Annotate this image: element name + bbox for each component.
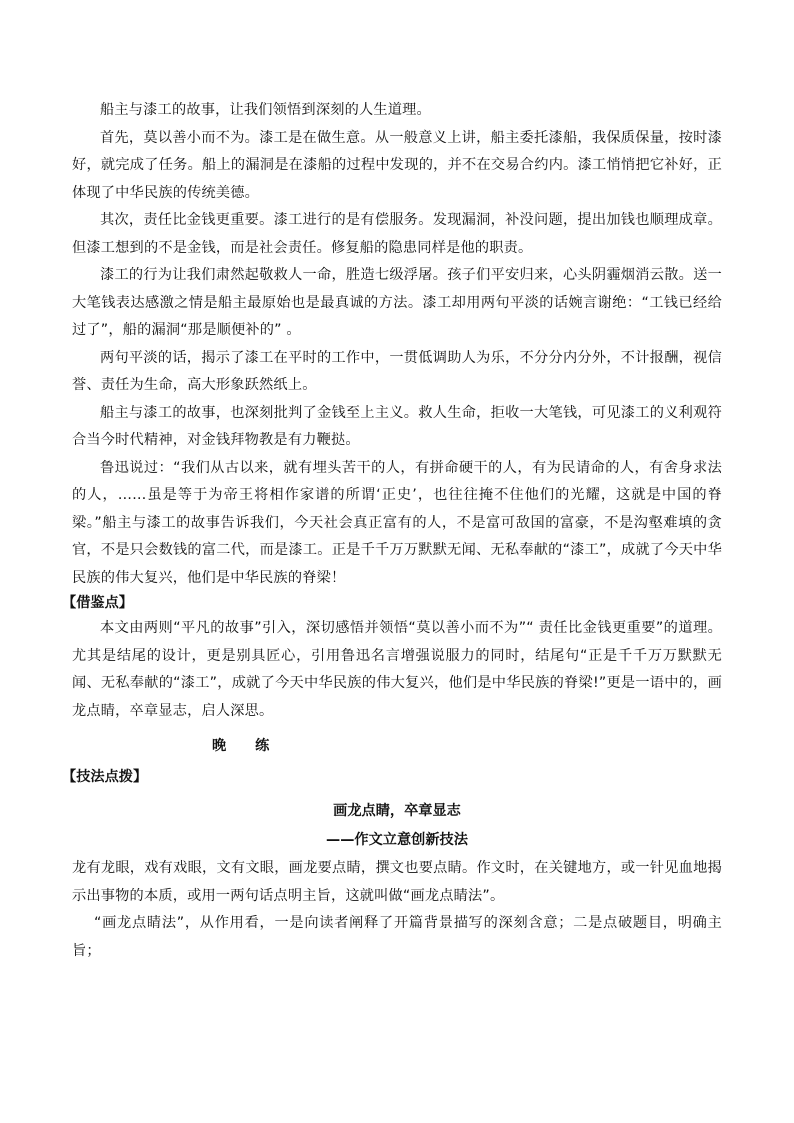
jifa-title: 画龙点睛，卒章显志 xyxy=(333,803,461,819)
jifa-paragraph-1: 龙有龙眼，戏有戏眼，文有文眼，画龙要点睛，撰文也要点睛。作文时，在关键地方，或一针见血地揭示出事物的本质，或用一两句话点明主旨，这就叫做“画龙点睛法”。 xyxy=(72,860,722,904)
jiejian-text: 本文由两则“平凡的故事”引入，深切感悟并领悟“莫以善小而不为”“ 责任比金钱更重要”的道理。尤其是结尾的设计，更是别具匠心，引用鲁迅名言增强说服力的同时，结尾句“正是千千万万默默无闻、无私奉献的“漆工”，成就了今天中华民族的伟大复兴，他们是中华民族的脊梁!”更是一语中的，画龙点睛，卒章显志，启人深思。 xyxy=(72,620,722,719)
paragraph-5: 两句平淡的话，揭示了漆工在平时的工作中，一贯低调助人为乐，不分分内分外，不计报酬，视信誉、责任为生命，高大形象跃然纸上。 xyxy=(72,349,722,393)
jifa-subtitle: ——作文立意创新技法 xyxy=(326,832,468,848)
paragraph-3: 其次，责任比金钱更重要。漆工进行的是有偿服务。发现漏洞，补没问题，提出加钱也顺理成章。但漆工想到的不是金钱，而是社会责任。修复船的隐患同样是他的职责。 xyxy=(72,212,722,256)
evening-practice-heading: 晚 练 xyxy=(212,738,282,754)
paragraph-6: 船主与漆工的故事，也深刻批判了金钱至上主义。救人生命，拒收一大笔钱，可见漆工的义利观符合当今时代精神，对金钱拜物教是有力鞭挞。 xyxy=(72,404,722,448)
paragraph-4: 漆工的行为让我们肃然起敬救人一命，胜造七级浮屠。孩子们平安归来，心头阴霾烟消云散。送一大笔钱表达感激之情是船主最原始也是最真诚的方法。漆工却用两句平淡的话婉言谢绝：“工钱已经给过了”，船的漏洞“那是顺便补的” 。 xyxy=(72,267,722,338)
jifa-paragraph-2: “画龙点睛法”，从作用看，一是向读者阐释了开篇背景描写的深刻含意；二是点破题目，明确主旨； xyxy=(72,915,722,959)
paragraph-2: 首先，莫以善小而不为。漆工是在做生意。从一般意义上讲，船主委托漆船，我保质保量，按时漆好，就完成了任务。船上的漏洞是在漆船的过程中发现的，并不在交易合约内。漆工悄悄把它补好，正体现了中华民族的传统美德。 xyxy=(72,129,722,201)
jiejian-heading: 【借鉴点】 xyxy=(62,595,133,611)
paragraph-1: 船主与漆工的故事，让我们领悟到深刻的人生道理。 xyxy=(100,102,431,118)
paragraph-7: 鲁迅说过：“我们从古以来，就有埋头苦干的人，有拼命硬干的人，有为民请命的人，有舍身求法的人，……虽是等于为帝王将相作家谱的所谓‘正史’，也往往掩不住他们的光耀，这就是中国的脊梁。”船主与漆工的故事告诉我们，今天社会真正富有的人，不是富可敌国的富豪，不是沟壑难填的贪官，不是只会数钱的富二代，而是漆工。正是千千万万默默无闻、无私奉献的“漆工”，成就了今天中华民族的伟大复兴，他们是中华民族的脊梁！ xyxy=(72,459,722,586)
jifa-heading: 【技法点拨】 xyxy=(62,769,148,785)
document-page xyxy=(62,97,722,965)
